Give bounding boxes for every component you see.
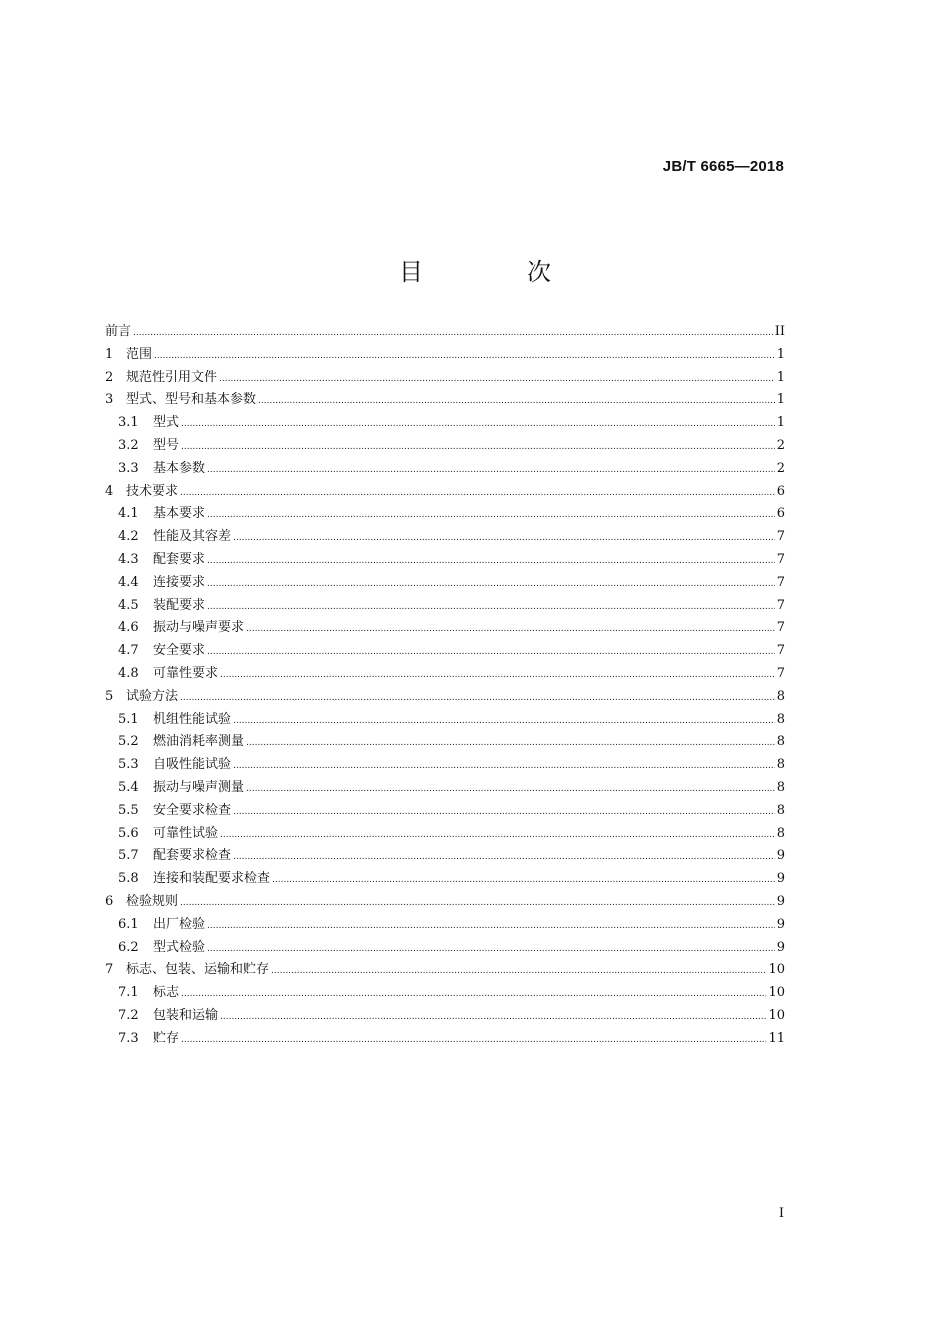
toc-entry-label: 燃油消耗率测量: [153, 734, 245, 750]
toc-entry-page: 7: [776, 620, 785, 636]
toc-entry-page: 6: [776, 506, 785, 522]
toc-entry[interactable]: [105, 800, 785, 823]
toc-entry-number: 7.2: [118, 1007, 139, 1023]
toc-entry[interactable]: [105, 458, 785, 481]
toc-entry-number: 4.3: [118, 551, 139, 567]
toc-dot-leader: [207, 641, 775, 664]
toc-dot-leader: [180, 892, 775, 915]
toc-dot-leader: [207, 459, 775, 482]
toc-entry-page: 8: [776, 779, 785, 795]
toc-entry-number: 4.1: [118, 506, 139, 522]
toc-entry-label: 机组性能试验: [153, 711, 232, 727]
toc-entry-number: 5.2: [118, 734, 139, 750]
toc-entry-page: 9: [776, 916, 785, 932]
toc-entry-label: 型式: [153, 415, 180, 431]
toc-entry-page: 8: [776, 688, 785, 704]
toc-dot-leader: [207, 504, 775, 527]
toc-entry-page: 11: [768, 1030, 785, 1046]
toc-entry-page: 9: [776, 939, 785, 955]
toc-entry[interactable]: [105, 937, 785, 960]
toc-dot-leader: [219, 368, 775, 391]
toc-entry-label: 试验方法: [126, 688, 179, 704]
toc-entry[interactable]: [105, 595, 785, 618]
toc-entry-page: 10: [768, 962, 785, 978]
toc-dot-leader: [271, 960, 766, 983]
toc-entry-label: 范围: [126, 346, 153, 362]
toc-entry[interactable]: [105, 640, 785, 663]
toc-dot-leader: [207, 550, 775, 573]
toc-entry[interactable]: [105, 823, 785, 846]
toc-entry-label: 标志、包装、运输和贮存: [126, 962, 270, 978]
toc-entry-page: 9: [776, 871, 785, 887]
toc-entry[interactable]: [105, 389, 785, 412]
toc-entry-page: 2: [776, 460, 785, 476]
toc-entry-page: 1: [776, 415, 785, 431]
toc-entry[interactable]: [105, 959, 785, 982]
toc-entry-label: 包装和运输: [153, 1007, 219, 1023]
toc-entry-page: 7: [776, 551, 785, 567]
toc-dot-leader: [246, 778, 775, 801]
toc-entry-number: 4.4: [118, 574, 139, 590]
toc-entry[interactable]: [105, 412, 785, 435]
toc-entry-label: 出厂检验: [153, 916, 206, 932]
toc-entry[interactable]: [105, 709, 785, 732]
toc-entry-label: 检验规则: [126, 893, 179, 909]
toc-entry-number: 7: [105, 962, 114, 978]
toc-entry-label: 连接和装配要求检查: [153, 871, 271, 887]
toc-entry[interactable]: [105, 503, 785, 526]
toc-entry-number: 5.7: [118, 848, 139, 864]
toc-entry-page: 6: [776, 483, 785, 499]
toc-dot-leader: [207, 573, 775, 596]
toc-entry[interactable]: [105, 321, 785, 344]
toc-dot-leader: [207, 596, 775, 619]
toc-entry[interactable]: [105, 617, 785, 640]
toc-entry-page: 7: [776, 597, 785, 613]
toc-entry-label: 标志: [153, 985, 180, 1001]
toc-entry[interactable]: [105, 777, 785, 800]
toc-entry-label: 安全要求检查: [153, 802, 232, 818]
toc-entry-number: 5.1: [118, 711, 139, 727]
toc-entry[interactable]: [105, 914, 785, 937]
toc-entry-label: 振动与噪声测量: [153, 779, 245, 795]
toc-entry-number: 6: [105, 893, 114, 909]
toc-dot-leader: [246, 732, 775, 755]
toc-entry[interactable]: [105, 982, 785, 1005]
toc-entry-number: 5: [105, 688, 114, 704]
toc-dot-leader: [233, 755, 775, 778]
toc-entry[interactable]: [105, 731, 785, 754]
toc-entry-number: 3: [105, 392, 114, 408]
toc-dot-leader: [220, 824, 775, 847]
toc-entry-page: 1: [776, 392, 785, 408]
toc-entry[interactable]: [105, 435, 785, 458]
toc-entry-page: 7: [776, 529, 785, 545]
toc-entry-number: 3.1: [118, 415, 139, 431]
toc-entry-page: 2: [776, 437, 785, 453]
toc-entry-number: 2: [105, 369, 114, 385]
toc-entry[interactable]: [105, 526, 785, 549]
toc-entry-label: 振动与噪声要求: [153, 620, 245, 636]
toc-entry-number: 6.1: [118, 916, 139, 932]
toc-entry-label: 规范性引用文件: [126, 369, 218, 385]
toc-entry-page: 10: [768, 985, 785, 1001]
toc-dot-leader: [133, 322, 773, 345]
toc-dot-leader: [154, 345, 775, 368]
toc-dot-leader: [272, 869, 775, 892]
toc-entry-number: 1: [105, 346, 114, 362]
toc-entry-number: 4.7: [118, 643, 139, 659]
toc-entry-page: 10: [768, 1007, 785, 1023]
standard-code: JB/T 6665—2018: [662, 158, 784, 175]
toc-entry-number: 5.6: [118, 825, 139, 841]
toc-entry-number: 3.2: [118, 437, 139, 453]
toc-entry-label: 配套要求: [153, 551, 206, 567]
toc-dot-leader: [207, 915, 775, 938]
toc-entry-label: 性能及其容差: [153, 529, 232, 545]
toc-entry-number: 7.3: [118, 1030, 139, 1046]
toc-entry-label: 可靠性试验: [153, 825, 219, 841]
toc-dot-leader: [181, 1029, 766, 1052]
toc-entry-number: 7.1: [118, 985, 139, 1001]
toc-entry-number: 5.3: [118, 757, 139, 773]
toc-entry-number: 6.2: [118, 939, 139, 955]
toc-entry-number: 3.3: [118, 460, 139, 476]
toc-entry-number: 4.8: [118, 665, 139, 681]
toc-dot-leader: [181, 983, 766, 1006]
toc-entry[interactable]: [105, 572, 785, 595]
toc-dot-leader: [258, 390, 775, 413]
toc-entry-label: 型号: [153, 437, 180, 453]
toc-dot-leader: [180, 482, 775, 505]
toc-dot-leader: [207, 938, 775, 961]
page-title: 目 次: [399, 258, 591, 286]
toc-entry[interactable]: [105, 1028, 785, 1051]
toc-entry-label: 型式、型号和基本参数: [126, 392, 257, 408]
toc-entry-page: 1: [776, 346, 785, 362]
toc-entry-label: 安全要求: [153, 643, 206, 659]
toc-entry-number: 4.2: [118, 529, 139, 545]
toc-entry-page: 8: [776, 711, 785, 727]
page-folio: I: [778, 1206, 784, 1221]
toc-entry[interactable]: [105, 344, 785, 367]
toc-entry-label: 技术要求: [126, 483, 179, 499]
toc-entry-page: 7: [776, 574, 785, 590]
toc-entry[interactable]: [105, 663, 785, 686]
toc-entry-number: 4: [105, 483, 114, 499]
toc-entry-page: II: [774, 324, 785, 339]
toc-entry-page: 7: [776, 643, 785, 659]
toc-dot-leader: [181, 436, 775, 459]
toc-entry-number: 5.4: [118, 779, 139, 795]
toc-entry-label: 贮存: [153, 1030, 180, 1046]
toc-entry-page: 7: [776, 665, 785, 681]
table-of-contents: [105, 321, 785, 1051]
toc-entry-page: 9: [776, 893, 785, 909]
toc-entry[interactable]: [105, 481, 785, 504]
toc-entry[interactable]: [105, 868, 785, 891]
toc-dot-leader: [180, 687, 775, 710]
toc-entry-number: 4.5: [118, 597, 139, 613]
toc-dot-leader: [220, 664, 775, 687]
toc-entry-label: 自吸性能试验: [153, 757, 232, 773]
toc-entry-label: 可靠性要求: [153, 665, 219, 681]
toc-entry-label: 装配要求: [153, 597, 206, 613]
toc-entry-label: 连接要求: [153, 574, 206, 590]
toc-dot-leader: [246, 618, 775, 641]
toc-dot-leader: [233, 846, 775, 869]
toc-entry-page: 8: [776, 757, 785, 773]
toc-entry[interactable]: [105, 686, 785, 709]
toc-entry-number: 5.8: [118, 871, 139, 887]
toc-dot-leader: [181, 413, 775, 436]
toc-entry-label: 前言: [105, 324, 132, 339]
toc-dot-leader: [233, 527, 775, 550]
toc-entry-page: 8: [776, 802, 785, 818]
toc-entry[interactable]: [105, 754, 785, 777]
toc-entry-label: 基本要求: [153, 506, 206, 522]
toc-dot-leader: [233, 801, 775, 824]
toc-entry-label: 型式检验: [153, 939, 206, 955]
toc-entry[interactable]: [105, 891, 785, 914]
toc-entry[interactable]: [105, 549, 785, 572]
toc-entry-page: 8: [776, 734, 785, 750]
toc-entry-number: 4.6: [118, 620, 139, 636]
toc-entry-label: 配套要求检查: [153, 848, 232, 864]
toc-entry[interactable]: [105, 1005, 785, 1028]
toc-dot-leader: [233, 710, 775, 733]
toc-entry[interactable]: [105, 367, 785, 390]
toc-entry-page: 1: [776, 369, 785, 385]
toc-entry-page: 8: [776, 825, 785, 841]
toc-entry[interactable]: [105, 845, 785, 868]
toc-entry-label: 基本参数: [153, 460, 206, 476]
toc-entry-page: 9: [776, 848, 785, 864]
toc-dot-leader: [220, 1006, 766, 1029]
toc-entry-number: 5.5: [118, 802, 139, 818]
